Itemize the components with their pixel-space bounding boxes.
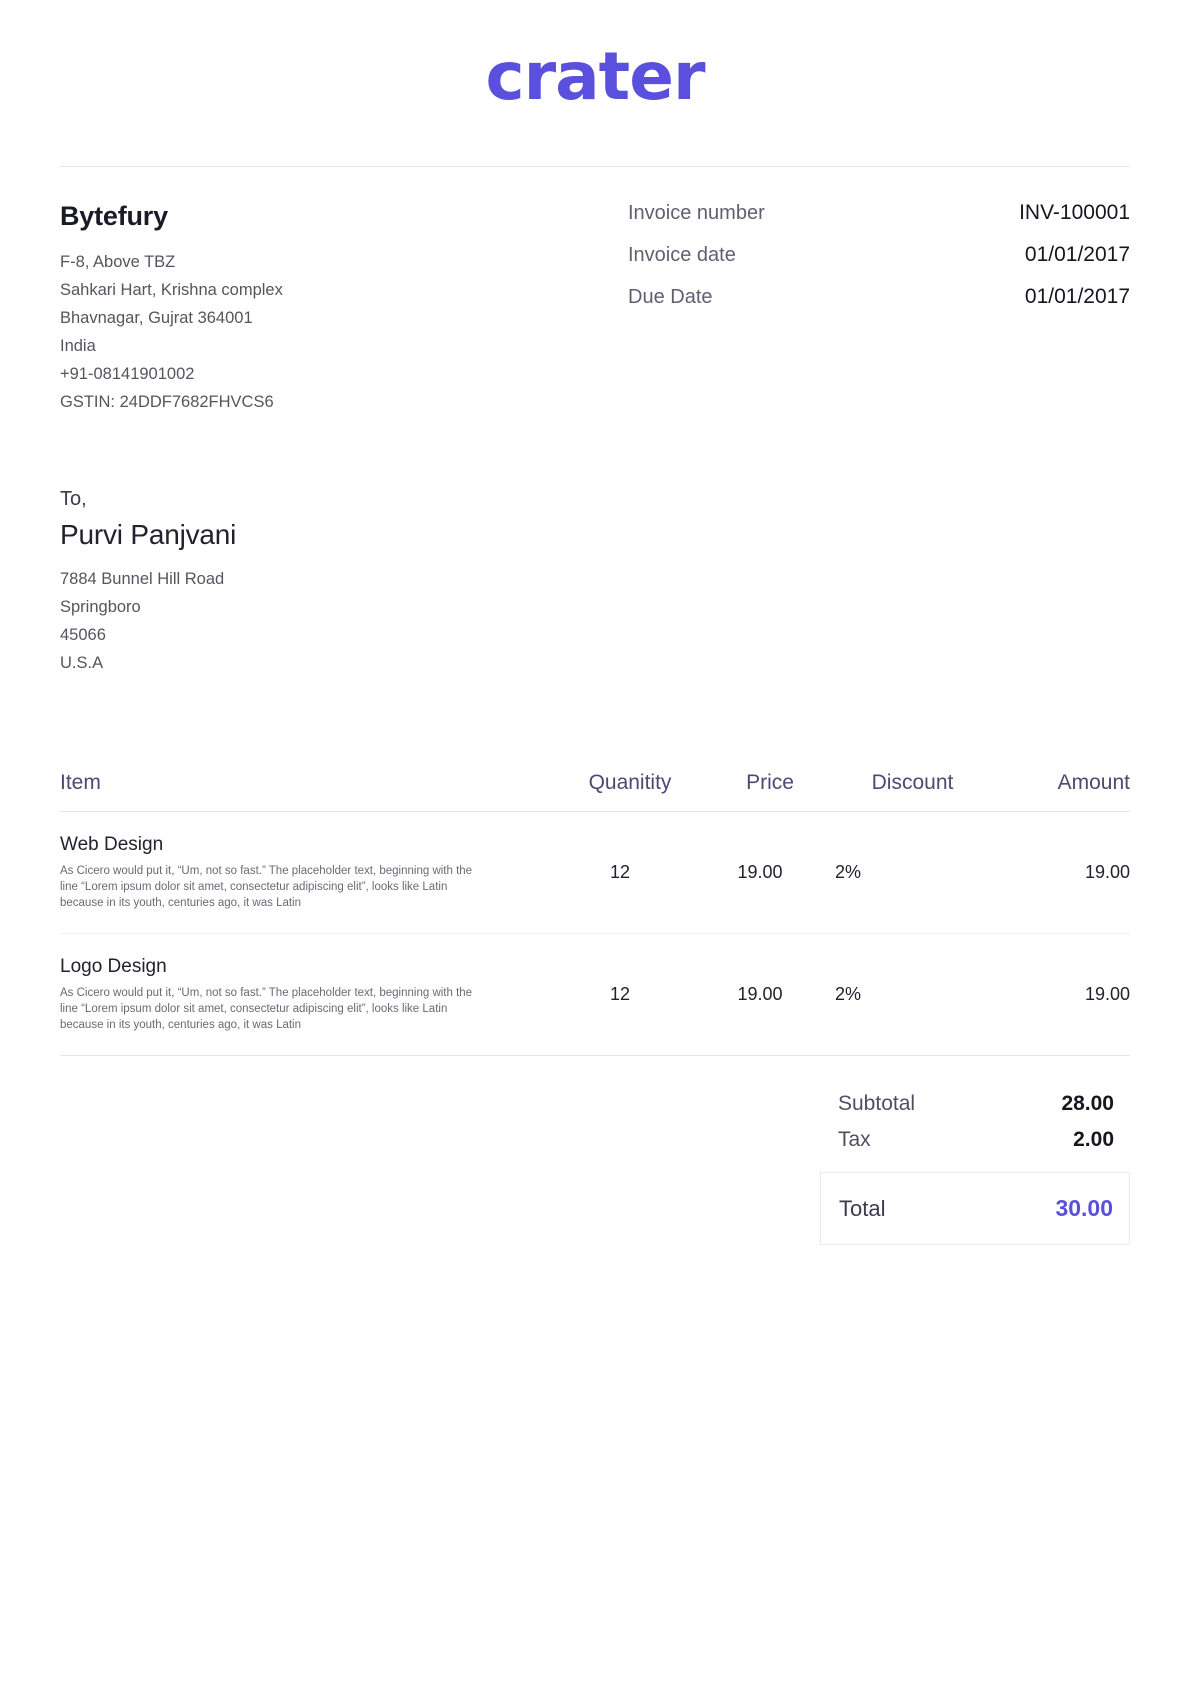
line-item-discount: 2%: [835, 984, 862, 1004]
column-header-quantity: Quanitity: [588, 771, 672, 794]
billto-label: To,: [60, 488, 87, 510]
billto-address-line: U.S.A: [60, 654, 104, 672]
meta-value: 01/01/2017: [1024, 285, 1130, 308]
totals-box: [820, 1086, 1130, 1245]
table-header-row: [60, 771, 1130, 812]
sender-address-line: Sahkari Hart, Krishna complex: [60, 281, 283, 299]
subtotal-row: [820, 1086, 1130, 1122]
meta-value: 01/01/2017: [1024, 243, 1130, 266]
line-item-cell: [60, 956, 545, 1033]
sender-company-name: Bytefury: [60, 201, 168, 231]
meta-label: Invoice number: [628, 202, 765, 224]
table-row: [60, 934, 1130, 1056]
billto-address-line: 7884 Bunnel Hill Road: [60, 570, 225, 588]
line-items-table: [60, 771, 1130, 1056]
table-row: [60, 812, 1130, 934]
sender-phone: +91-08141901002: [60, 365, 195, 383]
line-item-price: 19.00: [737, 862, 783, 882]
total-value: 30.00: [1055, 1195, 1113, 1221]
invoice-meta-block: [580, 201, 1130, 416]
meta-value: INV-100001: [1019, 201, 1130, 224]
brand-logo: [0, 0, 1190, 115]
column-header-item: Item: [60, 771, 101, 794]
sender-address-line: Bhavnagar, Gujrat 364001: [60, 309, 253, 327]
line-item-description: As Cicero would put it, “Um, not so fast.” The placeholder text, beginning with the line “Lorem ipsum dolor sit amet, consectetur adipiscing elit”, looks like Latin because in its youth, centuries ago, it was Latin: [60, 987, 473, 1031]
line-item-name: Web Design: [60, 834, 164, 855]
meta-row-due-date: [628, 285, 1130, 309]
sender-gstin: GSTIN: 24DDF7682FHVCS6: [60, 393, 274, 411]
billto-name: Purvi Panjvani: [60, 519, 237, 550]
totals-section: [0, 1086, 1130, 1245]
subtotal-label: Subtotal: [838, 1092, 916, 1115]
meta-row-invoice-number: [628, 201, 1130, 225]
tax-row: [820, 1122, 1130, 1158]
column-header-discount: Discount: [871, 771, 954, 794]
column-header-amount: Amount: [1057, 771, 1130, 794]
total-label: Total: [839, 1196, 886, 1221]
invoice-header: [0, 167, 1190, 416]
meta-label: Due Date: [628, 286, 713, 308]
crater-logo-text: crater: [485, 38, 705, 115]
billto-address-line: Springboro: [60, 598, 141, 616]
sender-address-line: India: [60, 337, 96, 355]
line-item-quantity: 12: [609, 862, 631, 882]
line-item-amount: 19.00: [1084, 984, 1130, 1004]
total-row: [820, 1172, 1130, 1245]
column-header-price: Price: [746, 771, 794, 794]
meta-row-invoice-date: [628, 243, 1130, 267]
line-item-discount: 2%: [835, 862, 862, 882]
subtotal-value: 28.00: [1061, 1092, 1114, 1115]
line-item-quantity: 12: [609, 984, 631, 1004]
line-item-name: Logo Design: [60, 956, 167, 977]
sender-address-line: F-8, Above TBZ: [60, 253, 176, 271]
line-item-cell: [60, 834, 545, 911]
tax-label: Tax: [838, 1128, 871, 1151]
billto-block: [0, 416, 1190, 677]
line-item-description: As Cicero would put it, “Um, not so fast.” The placeholder text, beginning with the line “Lorem ipsum dolor sit amet, consectetur adipiscing elit”, looks like Latin because in its youth, centuries ago, it was Latin: [60, 865, 473, 909]
billto-address-line: 45066: [60, 626, 106, 644]
tax-value: 2.00: [1073, 1128, 1114, 1151]
sender-block: [60, 201, 580, 416]
line-item-price: 19.00: [737, 984, 783, 1004]
line-item-amount: 19.00: [1084, 862, 1130, 882]
meta-label: Invoice date: [628, 244, 736, 266]
